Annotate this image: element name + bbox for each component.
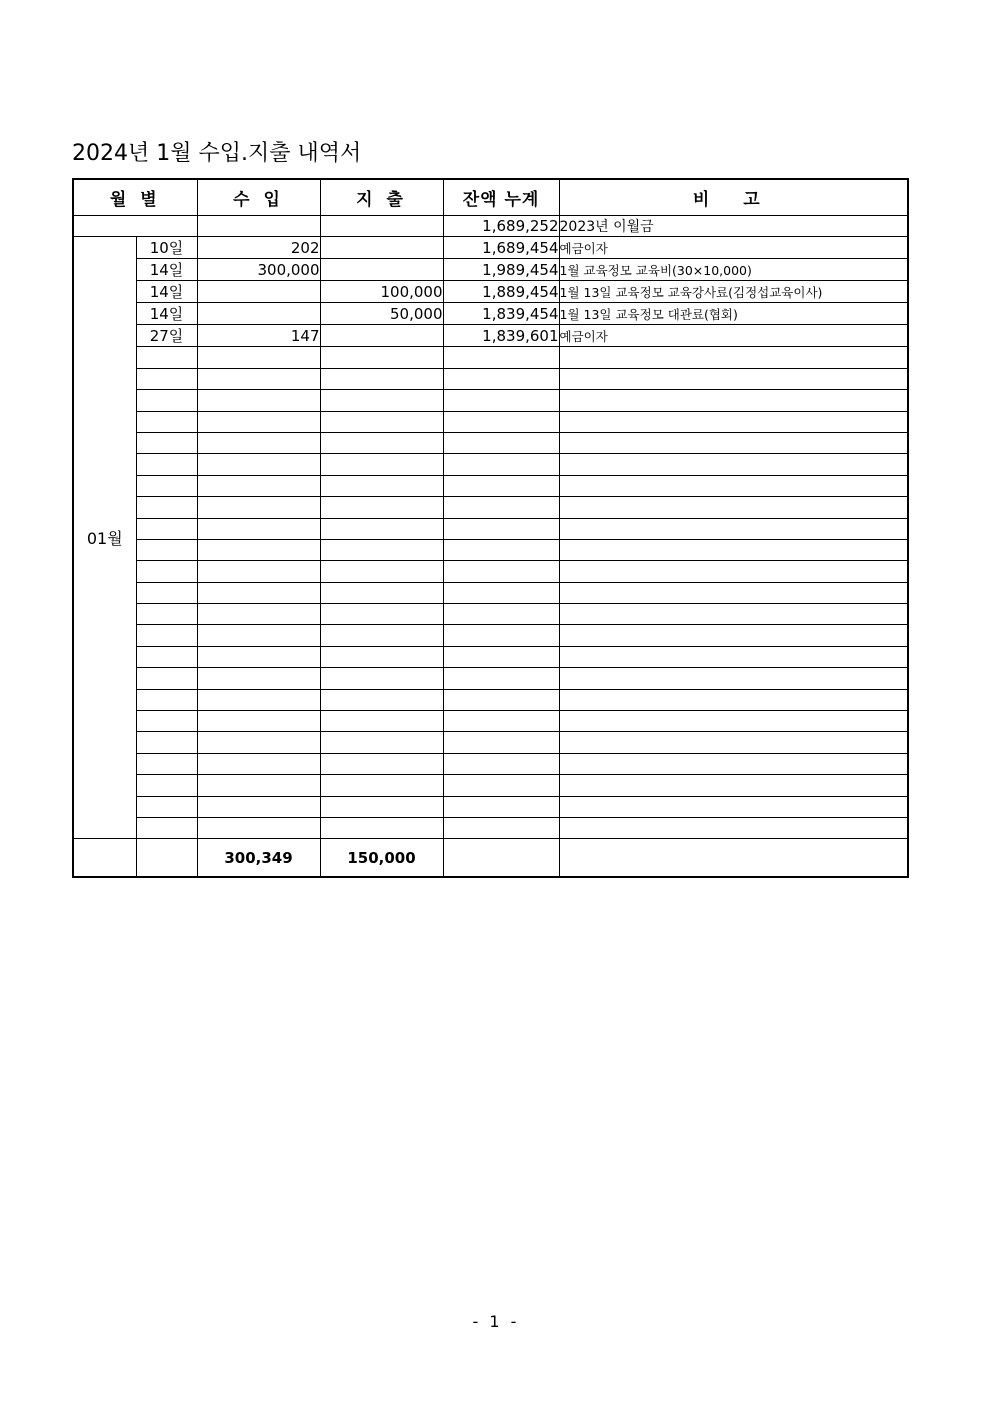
- entry-income: [197, 281, 320, 303]
- entry-balance: 1,839,601: [443, 325, 559, 347]
- ledger-row: [73, 539, 908, 560]
- ledger-row: [73, 753, 908, 774]
- ledger-row: [73, 259, 908, 281]
- entry-note: 1월 교육정모 교육비(30×10,000): [559, 259, 908, 281]
- entry-note: 예금이자: [559, 237, 908, 259]
- carryover-note: 2023년 이월금: [559, 216, 908, 237]
- header-row: [73, 179, 908, 216]
- ledger-row: [73, 411, 908, 432]
- ledger-table: [72, 178, 909, 878]
- entry-day: 27일: [136, 325, 197, 347]
- entry-expense: 50,000: [320, 303, 443, 325]
- entry-note: 1월 13일 교육정모 교육강사료(김정섭교육이사): [559, 281, 908, 303]
- ledger-row: [73, 454, 908, 475]
- header-expense: 지 출: [320, 179, 443, 216]
- ledger-row: [73, 689, 908, 710]
- header-month: 월 별: [73, 179, 197, 216]
- page-number: - 1 -: [472, 1312, 520, 1331]
- entry-balance: 1,839,454: [443, 303, 559, 325]
- entry-day: 14일: [136, 303, 197, 325]
- ledger-row: [73, 368, 908, 389]
- ledger-row: [73, 497, 908, 518]
- ledger-row: [73, 582, 908, 603]
- ledger-row: [73, 817, 908, 838]
- entry-day: 14일: [136, 281, 197, 303]
- total-expense: 150,000: [320, 839, 443, 878]
- entry-expense: [320, 325, 443, 347]
- header-income: 수 입: [197, 179, 320, 216]
- entry-income: 202: [197, 237, 320, 259]
- entry-income: [197, 303, 320, 325]
- ledger-row: [73, 646, 908, 667]
- entry-balance: 1,689,454: [443, 237, 559, 259]
- ledger-row: [73, 796, 908, 817]
- carryover-balance: 1,689,252: [443, 216, 559, 237]
- ledger-row: [73, 518, 908, 539]
- entry-day: 10일: [136, 237, 197, 259]
- header-note: 비 고: [559, 179, 908, 216]
- month-label: 01월: [73, 237, 136, 839]
- ledger-row: [73, 281, 908, 303]
- header-balance: 잔액 누계: [443, 179, 559, 216]
- entry-expense: [320, 237, 443, 259]
- entry-income: 300,000: [197, 259, 320, 281]
- ledger-row: [73, 711, 908, 732]
- entry-day: 14일: [136, 259, 197, 281]
- entry-note: 예금이자: [559, 325, 908, 347]
- ledger-row: [73, 390, 908, 411]
- ledger-row: [73, 347, 908, 368]
- entry-balance: 1,889,454: [443, 281, 559, 303]
- entry-expense: [320, 259, 443, 281]
- carryover-row: [73, 216, 908, 237]
- entry-balance: 1,989,454: [443, 259, 559, 281]
- ledger-row: [73, 303, 908, 325]
- ledger-row: [73, 475, 908, 496]
- ledger-row: [73, 668, 908, 689]
- ledger-row: [73, 561, 908, 582]
- ledger-row: [73, 775, 908, 796]
- ledger-row: [73, 732, 908, 753]
- ledger-row: [73, 237, 908, 259]
- entry-income: 147: [197, 325, 320, 347]
- ledger-row: [73, 432, 908, 453]
- entry-expense: 100,000: [320, 281, 443, 303]
- total-row: [73, 839, 908, 878]
- ledger-row: [73, 604, 908, 625]
- ledger-row: [73, 325, 908, 347]
- total-income: 300,349: [197, 839, 320, 878]
- document-title: 2024년 1월 수입.지출 내역서: [72, 141, 362, 166]
- ledger-row: [73, 625, 908, 646]
- entry-note: 1월 13일 교육정모 대관료(협회): [559, 303, 908, 325]
